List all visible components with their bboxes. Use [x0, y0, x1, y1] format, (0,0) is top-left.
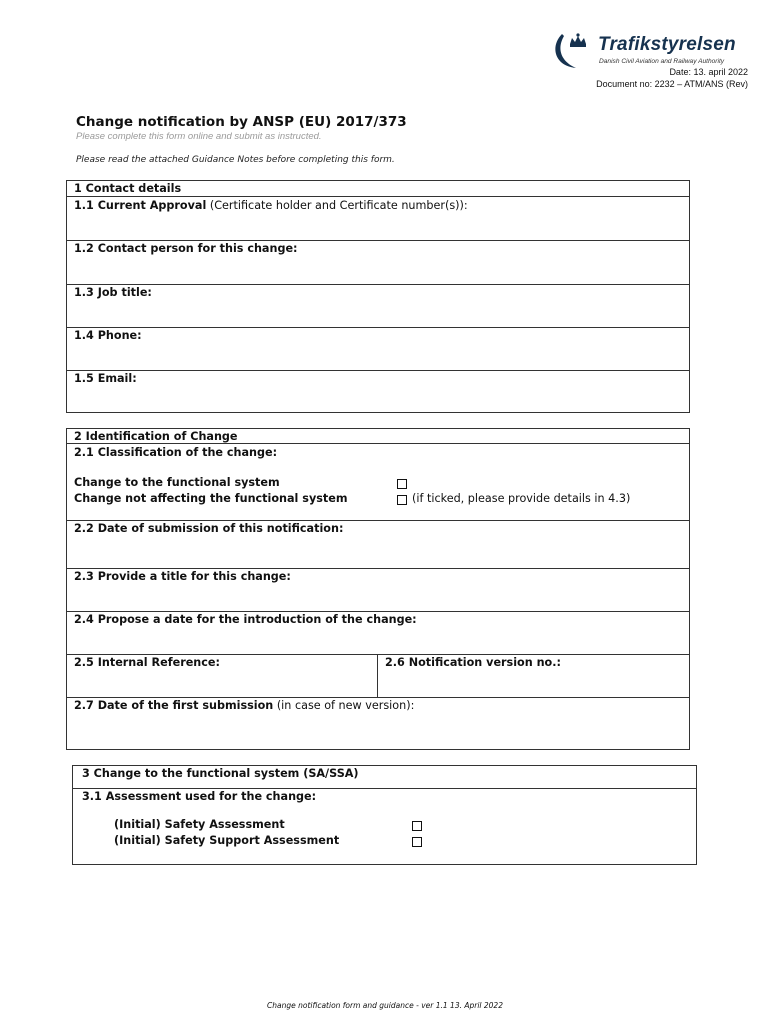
- assessment-field: [73, 788, 696, 864]
- change-title-label: 2.3 Provide a title for this change:: [74, 570, 291, 583]
- contact-person-field[interactable]: [67, 240, 689, 285]
- contact-person-label: 1.2 Contact person for this change:: [74, 242, 298, 255]
- page-title: Change notification by ANSP (EU) 2017/373: [76, 114, 407, 130]
- assessment-label: 3.1 Assessment used for the change:: [82, 790, 317, 803]
- classification-label: 2.1 Classification of the change:: [74, 446, 278, 459]
- option-functional-label: Change to the functional system: [74, 476, 280, 489]
- document-number: Document no: 2232 – ATM/ANS (Rev): [596, 79, 748, 89]
- page-footer: Change notification form and guidance - ver 1.1 13. April 2022: [267, 1001, 503, 1010]
- submission-date-field[interactable]: [67, 520, 689, 569]
- phone-field[interactable]: [67, 327, 689, 371]
- option-sa-label: (Initial) Safety Assessment: [114, 818, 285, 831]
- first-submission-label: 2.7 Date of the first submission (in case of new version):: [74, 699, 415, 712]
- not-affecting-checkbox[interactable]: [397, 495, 407, 505]
- section-identification: [66, 428, 690, 750]
- approval-field[interactable]: [67, 196, 689, 241]
- email-field[interactable]: [67, 370, 689, 412]
- section-heading: 2 Identification of Change: [74, 430, 238, 443]
- document-date: Date: 13. april 2022: [669, 67, 748, 77]
- version-number-field[interactable]: [378, 655, 689, 698]
- change-title-field[interactable]: [67, 568, 689, 612]
- submission-date-label: 2.2 Date of submission of this notification:: [74, 522, 344, 535]
- instruction-online: Please complete this form online and submit as instructed.: [76, 131, 322, 142]
- job-title-label: 1.3 Job title:: [74, 286, 152, 299]
- brand-subtitle: Danish Civil Aviation and Railway Authority: [599, 58, 725, 65]
- option-not-affecting-label: Change not affecting the functional system: [74, 492, 348, 505]
- section-functional-system: [72, 765, 697, 865]
- job-title-field[interactable]: [67, 284, 689, 328]
- crown-swoosh-logo-icon: [552, 32, 598, 84]
- section-heading: 1 Contact details: [74, 182, 182, 195]
- safety-assessment-checkbox[interactable]: [412, 821, 422, 831]
- phone-label: 1.4 Phone:: [74, 329, 142, 342]
- email-label: 1.5 Email:: [74, 372, 137, 385]
- brand-name: Trafikstyrelsen: [598, 34, 736, 55]
- option-ssa-label: (Initial) Safety Support Assessment: [114, 834, 340, 847]
- internal-reference-field[interactable]: [67, 655, 378, 698]
- classification-field: [67, 443, 689, 521]
- functional-system-checkbox[interactable]: [397, 479, 407, 489]
- section-contact-details: [66, 180, 690, 413]
- section-heading: 3 Change to the functional system (SA/SSA): [82, 767, 359, 780]
- introduction-date-label: 2.4 Propose a date for the introduction of the change:: [74, 613, 417, 626]
- not-affecting-note: (if ticked, please provide details in 4.3): [412, 492, 631, 505]
- first-submission-field[interactable]: [67, 697, 689, 749]
- introduction-date-field[interactable]: [67, 611, 689, 655]
- instruction-guidance: Please read the attached Guidance Notes before completing this form.: [76, 155, 395, 165]
- internal-reference-label: 2.5 Internal Reference:: [74, 656, 220, 669]
- reference-row: [67, 654, 689, 698]
- safety-support-assessment-checkbox[interactable]: [412, 837, 422, 847]
- version-number-label: 2.6 Notification version no.:: [385, 656, 561, 669]
- approval-label: 1.1 Current Approval (Certificate holder and Certificate number(s)):: [74, 199, 468, 212]
